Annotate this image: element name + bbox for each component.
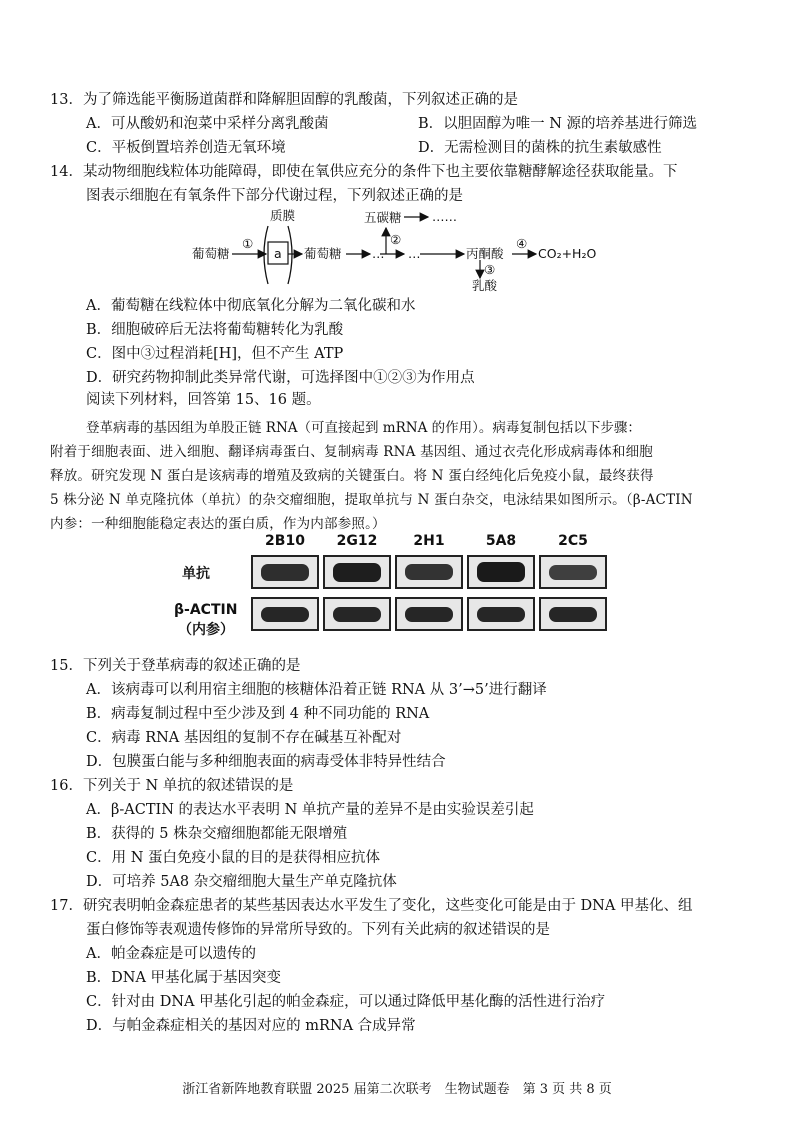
products-label: CO₂+H₂O xyxy=(538,246,597,261)
blot-lane-actin-3 xyxy=(395,597,463,631)
band-actin xyxy=(549,607,597,622)
blot-row-mab: 单抗 xyxy=(182,566,210,582)
step2-label: ② xyxy=(390,232,402,247)
q14-option-d: D．研究药物抑制此类异常代谢，可选择图中①②③为作用点 xyxy=(86,370,475,386)
band-actin xyxy=(405,607,453,622)
blot-col-2b10: 2B10 xyxy=(265,533,305,549)
q17-stem-line2: 蛋白修饰等表观遗传修饰的异常所导致的。下列有关此病的叙述错误的是 xyxy=(86,922,550,938)
q15-option-a: A．该病毒可以利用宿主细胞的核糖体沿着正链 RNA 从 3’→5’进行翻译 xyxy=(86,682,547,698)
lactate-label: 乳酸 xyxy=(472,278,498,292)
q13-stem: 13．为了筛选能平衡肠道菌群和降解胆固醇的乳酸菌，下列叙述正确的是 xyxy=(50,92,518,108)
band-actin xyxy=(477,607,525,622)
band-mab xyxy=(333,563,381,582)
reading-intro: 阅读下列材料，回答第 15、16 题。 xyxy=(86,392,321,408)
pentose-more: …… xyxy=(432,209,457,224)
blot-col-2h1: 2H1 xyxy=(413,533,445,549)
q15-option-b: B．病毒复制过程中至少涉及到 4 种不同功能的 RNA xyxy=(86,706,430,722)
membrane-curve-right xyxy=(288,226,292,284)
dots-2: … xyxy=(408,246,421,261)
blot-lane-actin-2 xyxy=(323,597,391,631)
q17-option-b: B．DNA 甲基化属于基因突变 xyxy=(86,970,282,986)
band-mab xyxy=(261,564,309,581)
membrane-curve-left xyxy=(264,226,268,284)
step3-label: ③ xyxy=(484,262,496,277)
band-mab xyxy=(477,562,525,582)
q16-option-d: D．可培养 5A8 杂交瘤细胞大量生产单克隆抗体 xyxy=(86,874,397,890)
band-mab xyxy=(405,564,453,580)
reading-line2: 附着于细胞表面、进入细胞、翻译病毒蛋白、复制病毒 RNA 基因组、通过衣壳化形成病毒体和细胞 xyxy=(50,444,654,460)
carrier-a-label: a xyxy=(274,246,282,261)
western-blot-figure xyxy=(174,533,602,655)
q14-stem-line2: 图表示细胞在有氧条件下部分代谢过程，下列叙述正确的是 xyxy=(86,188,463,204)
pyruvate-label: 丙酮酸 xyxy=(466,246,504,261)
blot-col-2c5: 2C5 xyxy=(558,533,588,549)
dots-1: … xyxy=(372,246,385,261)
blot-row-actin: β-ACTIN xyxy=(174,602,238,618)
reading-line3: 释放。研究发现 N 蛋白是该病毒的增殖及致病的关键蛋白。将 N 蛋白经纯化后免疫小鼠，最终获得 xyxy=(50,468,654,484)
blot-row-control: （内参） xyxy=(178,622,234,638)
blot-lane-actin-1 xyxy=(251,597,319,631)
blot-lane-mab-4 xyxy=(467,555,535,589)
glucose-inside: 葡萄糖 xyxy=(304,246,342,261)
reading-line4: 5 株分泌 N 单克隆抗体（单抗）的杂交瘤细胞，提取单抗与 N 蛋白杂交，电泳结果如图所示。（β-ACTIN xyxy=(50,492,693,508)
blot-lane-mab-5 xyxy=(539,555,607,589)
q14-option-b: B．细胞破碎后无法将葡萄糖转化为乳酸 xyxy=(86,322,344,338)
band-mab xyxy=(549,565,597,580)
q13-option-c: C．平板倒置培养创造无氧环境 xyxy=(86,140,286,156)
membrane-label: 质膜 xyxy=(270,208,296,223)
q16-option-c: C．用 N 蛋白免疫小鼠的目的是获得相应抗体 xyxy=(86,850,380,866)
q17-option-a: A．帕金森症是可以遗传的 xyxy=(86,946,256,962)
page-footer: 浙江省新阵地教育联盟 2025 届第二次联考 生物试题卷 第 3 页 共 8 页 xyxy=(182,1082,612,1097)
pentose-label: 五碳糖 xyxy=(364,210,402,225)
glucose-outside: 葡萄糖 xyxy=(192,246,230,261)
q15-option-d: D．包膜蛋白能与多种细胞表面的病毒受体非特异性结合 xyxy=(86,754,446,770)
blot-lane-actin-5 xyxy=(539,597,607,631)
blot-lane-mab-3 xyxy=(395,555,463,589)
q13-option-d: D．无需检测目的菌株的抗生素敏感性 xyxy=(418,140,662,156)
q16-stem: 16．下列关于 N 单抗的叙述错误的是 xyxy=(50,778,294,794)
band-actin xyxy=(333,607,381,622)
reading-line1: 登革病毒的基因组为单股正链 RNA（可直接起到 mRNA 的作用）。病毒复制包括以下步骤： xyxy=(86,420,641,436)
step4-label: ④ xyxy=(516,236,528,251)
reading-line5: 内参：一种细胞能稳定表达的蛋白质，作为内部参照。） xyxy=(50,516,386,532)
blot-col-5a8: 5A8 xyxy=(485,533,517,549)
q17-stem-line1: 17．研究表明帕金森症患者的某些基因表达水平发生了变化，这些变化可能是由于 DNA 甲基化、组 xyxy=(50,898,693,914)
q17-option-d: D．与帕金森症相关的基因对应的 mRNA 合成异常 xyxy=(86,1018,416,1034)
metabolism-diagram xyxy=(190,206,610,292)
q15-stem: 15．下列关于登革病毒的叙述正确的是 xyxy=(50,658,301,674)
q15-option-c: C．病毒 RNA 基因组的复制不存在碱基互补配对 xyxy=(86,730,402,746)
q17-option-c: C．针对由 DNA 甲基化引起的帕金森症，可以通过降低甲基化酶的活性进行治疗 xyxy=(86,994,606,1010)
q16-option-b: B．获得的 5 株杂交瘤细胞都能无限增殖 xyxy=(86,826,348,842)
q16-option-a: A．β-ACTIN 的表达水平表明 N 单抗产量的差异不是由实验误差引起 xyxy=(86,802,534,818)
blot-lane-actin-4 xyxy=(467,597,535,631)
q13-option-b: B．以胆固醇为唯一 N 源的培养基进行筛选 xyxy=(418,116,698,132)
band-actin xyxy=(261,607,309,622)
q14-option-a: A．葡萄糖在线粒体中彻底氧化分解为二氧化碳和水 xyxy=(86,298,416,314)
q13-option-a: A．可从酸奶和泡菜中采样分离乳酸菌 xyxy=(86,116,329,132)
blot-lane-mab-1 xyxy=(251,555,319,589)
blot-lane-mab-2 xyxy=(323,555,391,589)
q14-option-c: C．图中③过程消耗[H]，但不产生 ATP xyxy=(86,346,344,362)
step1-label: ① xyxy=(242,236,254,251)
q14-stem-line1: 14．某动物细胞线粒体功能障碍，即使在氧供应充分的条件下也主要依靠糖酵解途径获取能量。下 xyxy=(50,164,678,180)
blot-col-2g12: 2G12 xyxy=(336,533,378,549)
